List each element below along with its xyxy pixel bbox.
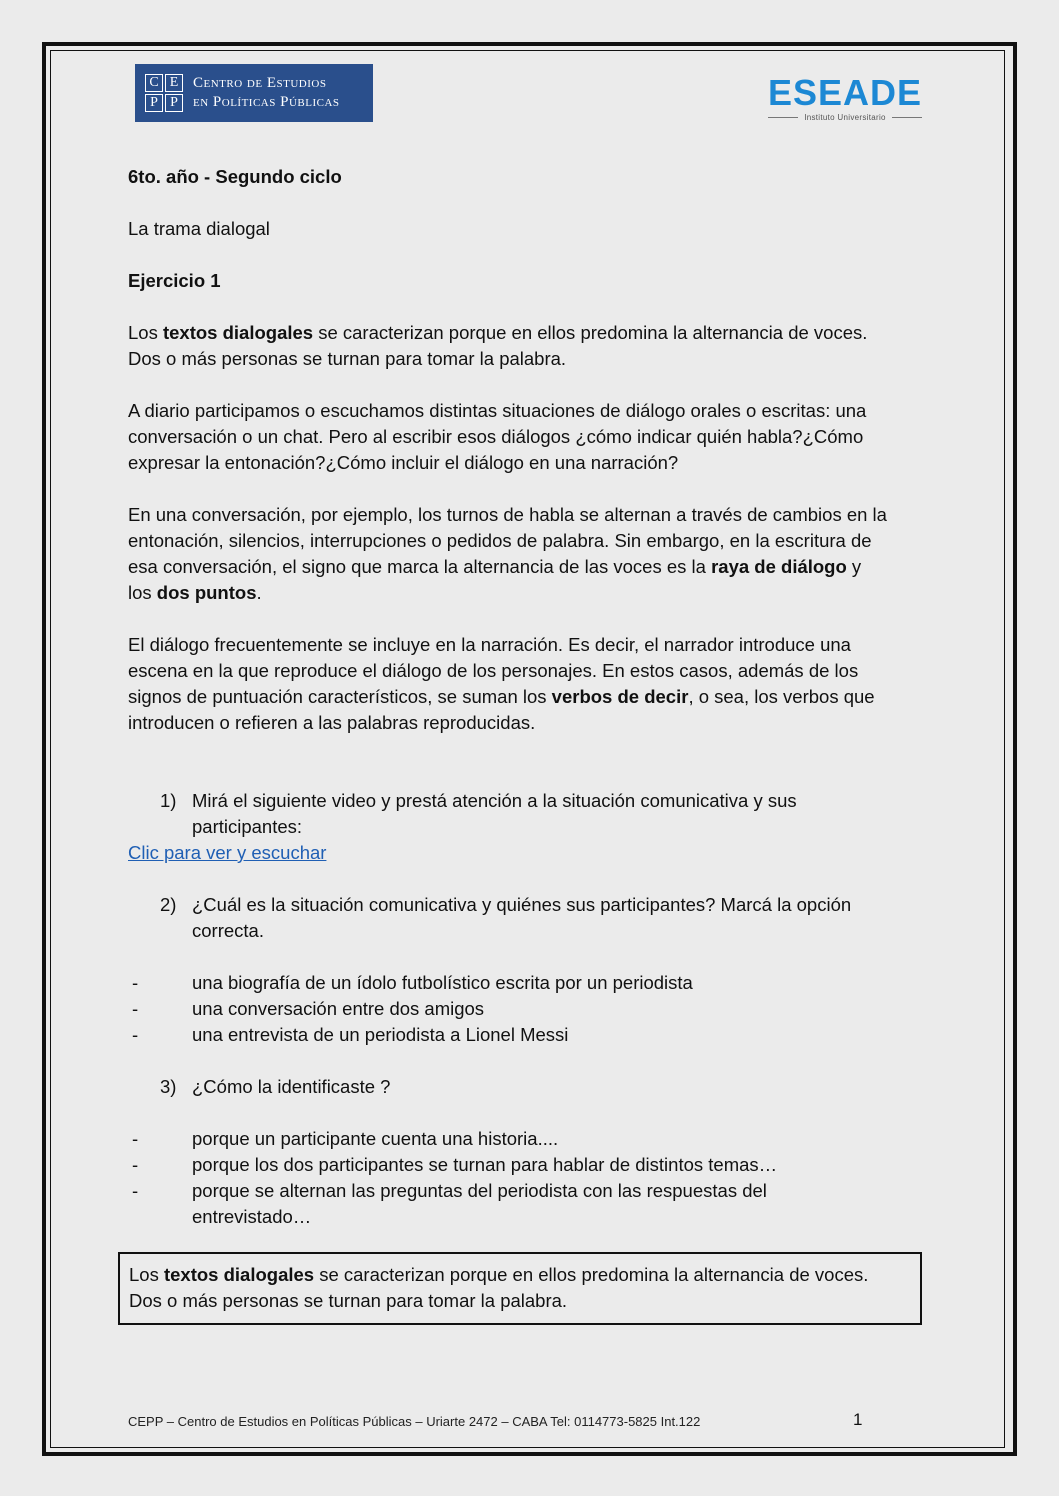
- paragraph2-line1: A diario participamos o escuchamos distintas situaciones de diálogo orales o escritas: una: [128, 400, 867, 421]
- paragraph2-line2: conversación o un chat. Pero al escribir esos diálogos ¿cómo indicar quién habla?¿Cómo: [128, 426, 864, 447]
- text-run-bold: raya de diálogo: [711, 556, 847, 577]
- answer-option-text: una conversación entre dos amigos: [192, 998, 485, 1019]
- grade-heading: 6to. año - Segundo ciclo: [128, 166, 342, 187]
- eseade-logo-name: ESEADE: [767, 72, 923, 113]
- text-run-bold: textos dialogales: [162, 322, 314, 343]
- list-dash: -: [132, 1154, 139, 1175]
- paragraph3-line2: entonación, silencios, interrupciones o pedidos de palabra. Sin embargo, en la escritura de: [128, 530, 872, 551]
- question-number: 3): [160, 1076, 177, 1097]
- answer-option[interactable]: [128, 1152, 938, 1178]
- question-number: 1): [160, 790, 177, 811]
- list-dash: -: [132, 998, 139, 1019]
- answer-option[interactable]: [128, 1178, 938, 1230]
- paragraph4-line3: [128, 684, 938, 710]
- text-run: .: [256, 582, 262, 603]
- cepp-letter: P: [145, 94, 163, 112]
- paragraph3-line1: En una conversación, por ejemplo, los turnos de habla se alternan a través de cambios en la: [128, 504, 887, 525]
- paragraph3-line3: [128, 554, 938, 580]
- cepp-logo-text: [193, 74, 340, 112]
- text-run: esa conversación, el signo que marca la alternancia de las voces es la: [128, 556, 712, 577]
- answer-option-text: porque se alternan las preguntas del periodista con las respuestas del: [192, 1180, 767, 1201]
- eseade-logo-subtitle: Instituto Universitario: [804, 113, 886, 122]
- paragraph2-line3: expresar la entonación?¿Cómo incluir el diálogo en una narración?: [128, 452, 679, 473]
- footer-address: CEPP – Centro de Estudios en Políticas Públicas – Uriarte 2472 – CABA Tel: 0114773-5825 Int.122: [128, 1414, 701, 1429]
- text-run-bold: verbos de decir: [551, 686, 689, 707]
- eseade-logo-subtitle-row: [765, 113, 925, 122]
- list-dash: -: [132, 972, 139, 993]
- answer-option-text: porque un participante cuenta una historia....: [192, 1128, 559, 1149]
- paragraph4-line4: introducen o refieren a las palabras reproducidas.: [128, 712, 536, 733]
- text-run: se caracterizan porque en ellos predomina la alternancia de voces.: [314, 1264, 869, 1285]
- summary-line1: [129, 1262, 910, 1288]
- answer-option[interactable]: [128, 996, 938, 1022]
- eseade-rule-right: [892, 117, 922, 118]
- text-run: signos de puntuación característicos, se suman los: [128, 686, 552, 707]
- question-3: [160, 1074, 938, 1100]
- paragraph4-line2: escena en la que reproduce el diálogo de los personajes. En estos casos, además de los: [128, 660, 859, 681]
- text-run: se caracterizan porque en ellos predomina la alternancia de voces.: [313, 322, 868, 343]
- text-run-bold: dos puntos: [156, 582, 257, 603]
- cepp-logo: [135, 64, 373, 122]
- cepp-logo-line2: en Políticas Públicas: [193, 94, 340, 110]
- page-number: 1: [853, 1410, 863, 1429]
- answer-option[interactable]: [128, 970, 938, 996]
- text-run: , o sea, los verbos que: [688, 686, 875, 707]
- paragraph3-line4: [128, 580, 938, 606]
- text-run-bold: textos dialogales: [163, 1264, 315, 1285]
- summary-line2: Dos o más personas se turnan para tomar la palabra.: [129, 1290, 568, 1311]
- question-number: 2): [160, 894, 177, 915]
- text-run: los: [128, 582, 157, 603]
- cepp-letter: E: [165, 74, 183, 92]
- question-3-text: ¿Cómo la identificaste ?: [192, 1076, 391, 1097]
- question-2: [160, 892, 938, 944]
- list-dash: -: [132, 1024, 139, 1045]
- intro-paragraph-line2: Dos o más personas se turnan para tomar la palabra.: [128, 348, 567, 369]
- eseade-logo: [765, 74, 925, 124]
- list-dash: -: [132, 1180, 139, 1201]
- answer-option[interactable]: [128, 1022, 938, 1048]
- eseade-rule-left: [768, 117, 798, 118]
- question-1: [160, 788, 938, 840]
- paragraph4-line1: El diálogo frecuentemente se incluye en la narración. Es decir, el narrador introduce una: [128, 634, 851, 655]
- text-run: y: [846, 556, 862, 577]
- question-2-line2: correcta.: [192, 920, 264, 941]
- answer-option-text-cont: entrevistado…: [192, 1206, 312, 1227]
- cepp-logo-mark: [145, 74, 183, 112]
- question-2-line1: ¿Cuál es la situación comunicativa y quiénes sus participantes? Marcá la opción: [192, 894, 852, 915]
- topic-heading: La trama dialogal: [128, 218, 270, 239]
- answer-option[interactable]: [128, 1126, 938, 1152]
- answer-option-text: una entrevista de un periodista a Lionel Messi: [192, 1024, 569, 1045]
- text-run: Los: [128, 322, 163, 343]
- document-body: [128, 164, 938, 1230]
- cepp-letter: C: [145, 74, 163, 92]
- list-dash: -: [132, 1128, 139, 1149]
- answer-option-text: porque los dos participantes se turnan para hablar de distintos temas…: [192, 1154, 778, 1175]
- answer-option-text: una biografía de un ídolo futbolístico escrita por un periodista: [192, 972, 693, 993]
- cepp-logo-line1: Centro de Estudios: [193, 75, 327, 91]
- question-1-line1: Mirá el siguiente video y prestá atención a la situación comunicativa y sus: [192, 790, 797, 811]
- text-run: Los: [129, 1264, 164, 1285]
- intro-paragraph-line1: [128, 320, 938, 346]
- video-link[interactable]: Clic para ver y escuchar: [128, 842, 327, 863]
- cepp-letter: P: [165, 94, 183, 112]
- summary-box: [118, 1252, 922, 1325]
- question-1-line2: participantes:: [192, 816, 303, 837]
- exercise-title: Ejercicio 1: [128, 270, 221, 291]
